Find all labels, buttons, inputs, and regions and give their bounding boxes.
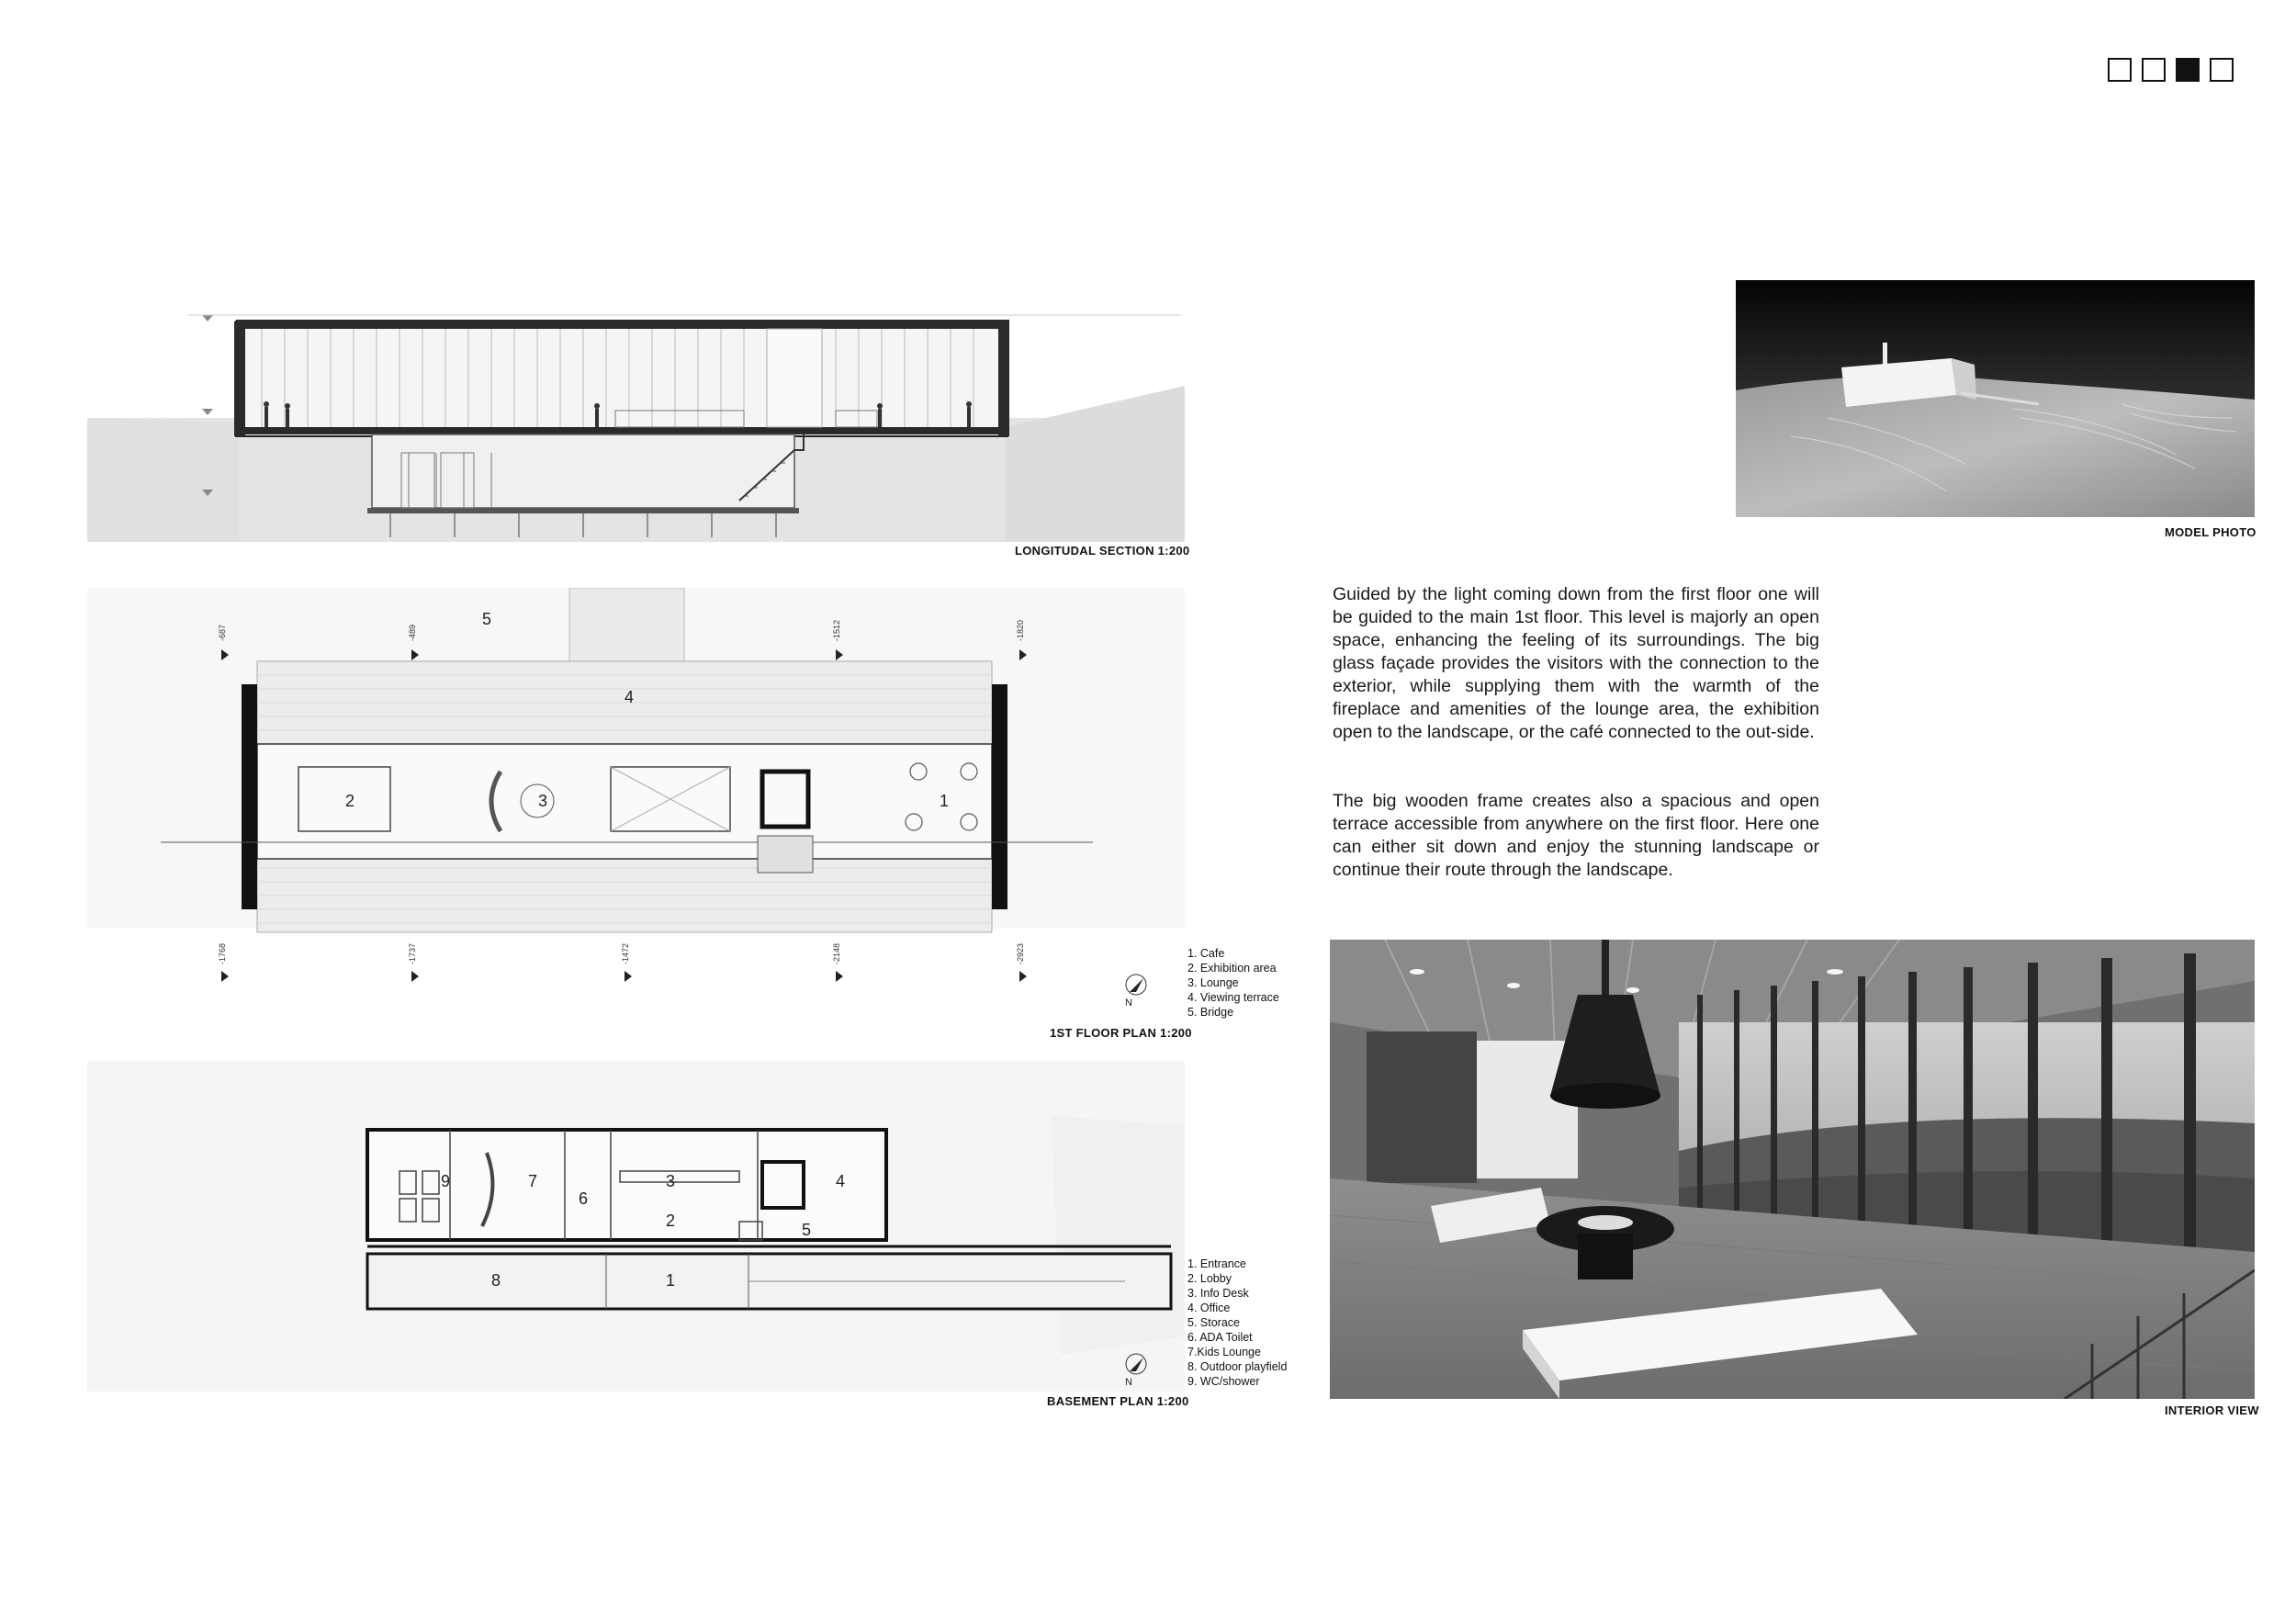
floor1-room-5: 5 (482, 610, 492, 628)
basement-legend-item: 9. WC/shower (1187, 1375, 1260, 1388)
basement-plan-drawing (87, 1061, 1185, 1401)
floor1-legend-item: 2. Exhibition area (1187, 962, 1277, 975)
basement-legend-item: 4. Office (1187, 1302, 1231, 1314)
interior-view-render (1330, 940, 2255, 1399)
floor1-legend-item: 4. Viewing terrace (1187, 991, 1279, 1004)
basement-legend-item: 1. Entrance (1187, 1257, 1246, 1270)
basement-caption: BASEMENT PLAN 1:200 (1047, 1394, 1189, 1408)
floor1-elev-bottom-1: -1768 (218, 942, 227, 964)
floor1-elev-top-3: -1512 (832, 619, 841, 641)
section-caption: LONGITUDAL SECTION 1:200 (1015, 544, 1190, 558)
floor1-room-1: 1 (940, 792, 950, 810)
basement-room-9: 9 (441, 1172, 451, 1190)
floor1-elev-bottom-2: -1737 (408, 942, 417, 964)
floor1-north-label: N (1125, 997, 1132, 1006)
model-photo (1736, 280, 2255, 517)
floor1-elev-top-2: -489 (408, 624, 417, 641)
floor1-elev-top-1: -687 (218, 624, 227, 641)
floor1-north-arrow (1125, 975, 1146, 1006)
floor1-room-4: 4 (625, 688, 635, 706)
basement-legend-item: 8. Outdoor playfield (1187, 1360, 1288, 1373)
floor1-elev-bottom-4: -2148 (832, 942, 841, 964)
page-indicator-1[interactable] (2108, 58, 2132, 82)
description-paragraph-1: Guided by the light coming down from the first floor one will be guided to the main 1st floor. This level is majorly an open space, enhancing the feeling of its surroundings. The big glass façade provides the visitors with the connection to the exterior, while supplying them with the warmth of the fireplace and amenities of the lounge area, the exhibition open to the landscape, or the café connected to the out-side. (1333, 584, 1819, 742)
basement-legend-item: 7.Kids Lounge (1187, 1346, 1261, 1358)
basement-legend-item: 5. Storace (1187, 1316, 1240, 1329)
basement-legend-item: 3. Info Desk (1187, 1287, 1249, 1300)
page-indicator (2108, 58, 2234, 82)
longitudinal-section-drawing (87, 271, 1185, 542)
floor1-legend-item: 1. Cafe (1187, 947, 1225, 960)
interior-view-caption: INTERIOR VIEW (2165, 1403, 2259, 1417)
basement-room-4: 4 (836, 1172, 846, 1190)
basement-room-1: 1 (666, 1271, 676, 1290)
floor1-legend (1187, 946, 1279, 1020)
description-paragraph-2: The big wooden frame creates also a spacious and open terrace accessible from anywhere on the first floor. Here one can either sit down and enjoy the stunning landscape or continue their route through the landscape. (1333, 791, 1819, 880)
basement-room-6: 6 (579, 1189, 589, 1208)
first-floor-plan-drawing (87, 588, 1185, 1006)
basement-room-5: 5 (802, 1221, 812, 1239)
basement-north-label: N (1125, 1377, 1132, 1388)
basement-room-7: 7 (528, 1172, 538, 1190)
floor1-room-3: 3 (538, 792, 548, 810)
basement-room-3: 3 (666, 1172, 676, 1190)
floor1-caption: 1ST FLOOR PLAN 1:200 (1050, 1026, 1192, 1040)
floor1-room-2: 2 (345, 792, 355, 810)
floor1-legend-item: 5. Bridge (1187, 1006, 1234, 1019)
page-indicator-2[interactable] (2142, 58, 2166, 82)
floor1-elev-top-4: -1820 (1016, 619, 1025, 641)
basement-legend-item: 6. ADA Toilet (1187, 1331, 1253, 1344)
page-indicator-3[interactable] (2176, 58, 2200, 82)
floor1-elev-bottom-5: -2923 (1016, 942, 1025, 964)
basement-legend (1187, 1257, 1287, 1389)
basement-room-8: 8 (491, 1271, 501, 1290)
basement-legend-item: 2. Lobby (1187, 1272, 1232, 1285)
page-indicator-4[interactable] (2210, 58, 2234, 82)
floor1-legend-item: 3. Lounge (1187, 976, 1239, 989)
floor1-elev-bottom-3: -1472 (621, 942, 630, 964)
model-photo-caption: MODEL PHOTO (2165, 525, 2257, 539)
basement-room-2: 2 (666, 1212, 676, 1230)
